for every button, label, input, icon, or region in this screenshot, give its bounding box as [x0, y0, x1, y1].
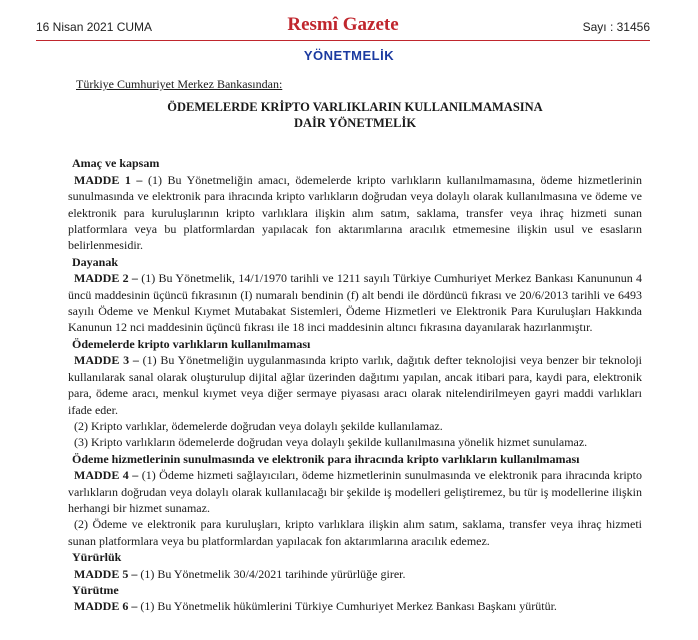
gazette-title: Resmî Gazete: [287, 14, 399, 35]
article-3: [68, 352, 642, 418]
heading-payment-services: Ödeme hizmetlerinin sunulmasında ve elektronik para ihracında kripto varlıkların kullanılmaması: [72, 451, 580, 466]
article-5-label: MADDE 5 –: [74, 566, 138, 581]
article-1-label: MADDE 1 –: [74, 172, 143, 187]
article-1: [68, 172, 642, 254]
article-2-label: MADDE 2 –: [74, 271, 138, 286]
article-4: [68, 467, 642, 516]
article-4-label: MADDE 4 –: [74, 468, 139, 483]
heading-purpose-scope: Amaç ve kapsam: [72, 156, 160, 171]
heading-effective-date: Yürürlük: [72, 550, 122, 565]
issue-date: 16 Nisan 2021 CUMA: [36, 20, 153, 34]
article-4-paragraph-2: (2) Ödeme ve elektronik para kuruluşları, kripto varlıklara ilişkin alım satım, saklama, transfer veya ihraç hizmeti sunan platformlara veya bu platformlardan yapılacak fon aktarımlarına aracılık edemez.: [68, 517, 642, 548]
article-3-label: MADDE 3 –: [74, 353, 139, 368]
article-2-text: (1) Bu Yönetmelik, 14/1/1970 tarihli ve 1211 sayılı Türkiye Cumhuriyet Merkez Bankası Kanununun 4 üncü maddesinin üçüncü fıkrasının (I) numaralı bendinin (f) alt bendi ile dördüncü fıkrası ve 20/6/2013 tarihli ve 6493 sayılı Ödeme ve Menkul Kıymet Mutabakat Sistemleri, Ödeme Hizmetleri ve Elektronik Para Kuruluşları Hakkında Kanunun 12 nci maddesinin üçüncü fıkrası ile 18 inci maddesinin altıncı fıkrasına dayanılarak hazırlanmıştır.: [68, 271, 642, 335]
article-3-paragraph-3: (3) Kripto varlıkların ödemelerde doğrudan veya dolaylı şekilde kullanılmasına yönelik hizmet sunulamaz.: [74, 435, 588, 450]
title-line-2: DAİR YÖNETMELİK: [293, 116, 417, 131]
article-6: [68, 598, 642, 614]
issue-number: Sayı : 31456: [582, 20, 650, 34]
article-6-label: MADDE 6 –: [74, 599, 138, 614]
article-5: [68, 566, 642, 582]
article-1-text: (1) Bu Yönetmeliğin amacı, ödemelerde kripto varlıkların kullanılmamasına, ödeme hizmetlerinin sunulmasında ve elektronik para ihracında kripto varlıkların doğrudan veya dolaylı olarak kullanılmasına ve ödeme ve elektronik para kuruluşlarının kripto varlıklara ilişkin alım satım, saklama, transfer veya ihraç hizmeti sunan platformlara veya bu platformlardan yapılacak fon aktarımlarına aracılık etmemesine ilişkin usul ve esasların belirlenmesidir.: [68, 172, 643, 253]
article-3-paragraph-2: (2) Kripto varlıklar, ödemelerde doğrudan veya dolaylı şekilde kullanılamaz.: [74, 418, 443, 433]
header-divider: [36, 40, 650, 41]
heading-crypto-payments: Ödemelerde kripto varlıkların kullanılmaması: [72, 336, 311, 351]
article-4-text: (1) Ödeme hizmeti sağlayıcıları, ödeme hizmetlerinin sunulmasında ve elektronik para ihracında kripto varlıkların doğrudan veya dolaylı olarak kullanılacağı bir şekilde iş modelleri geliştiremez, bu tür iş modellerine ilişkin herhangi bir hizmet sunamaz.: [68, 468, 643, 515]
article-2: [68, 270, 642, 336]
heading-execution: Yürütme: [72, 582, 119, 597]
regulation-document: [68, 76, 642, 615]
regulation-title: [68, 99, 642, 131]
section-title: YÖNETMELİK: [303, 48, 395, 63]
article-6-text: (1) Bu Yönetmelik hükümlerini Türkiye Cumhuriyet Merkez Bankası Başkanı yürütür.: [137, 599, 557, 614]
title-line-1: ÖDEMELERDE KRİPTO VARLIKLARIN KULLANILMAMASINA: [167, 100, 543, 115]
article-3-text: (1) Bu Yönetmeliğin uygulanmasında kripto varlık, dağıtık defter teknolojisi veya benzer bir teknoloji kullanılarak sanal olarak oluşturulup dijital ağlar üzerinden dağıtımı yapılan, ancak itibari para, kaydi para, elektronik para, ödeme aracı, menkul kıymet veya diğer sermaye piyasası aracı olarak nitelendirilmeyen gayri maddi varlıkları ifade eder.: [68, 353, 643, 417]
issuer-line: Türkiye Cumhuriyet Merkez Bankasından:: [76, 77, 283, 91]
article-5-text: (1) Bu Yönetmelik 30/4/2021 tarihinde yürürlüğe girer.: [137, 566, 406, 581]
heading-basis: Dayanak: [72, 254, 119, 269]
gazette-header: [36, 14, 650, 40]
